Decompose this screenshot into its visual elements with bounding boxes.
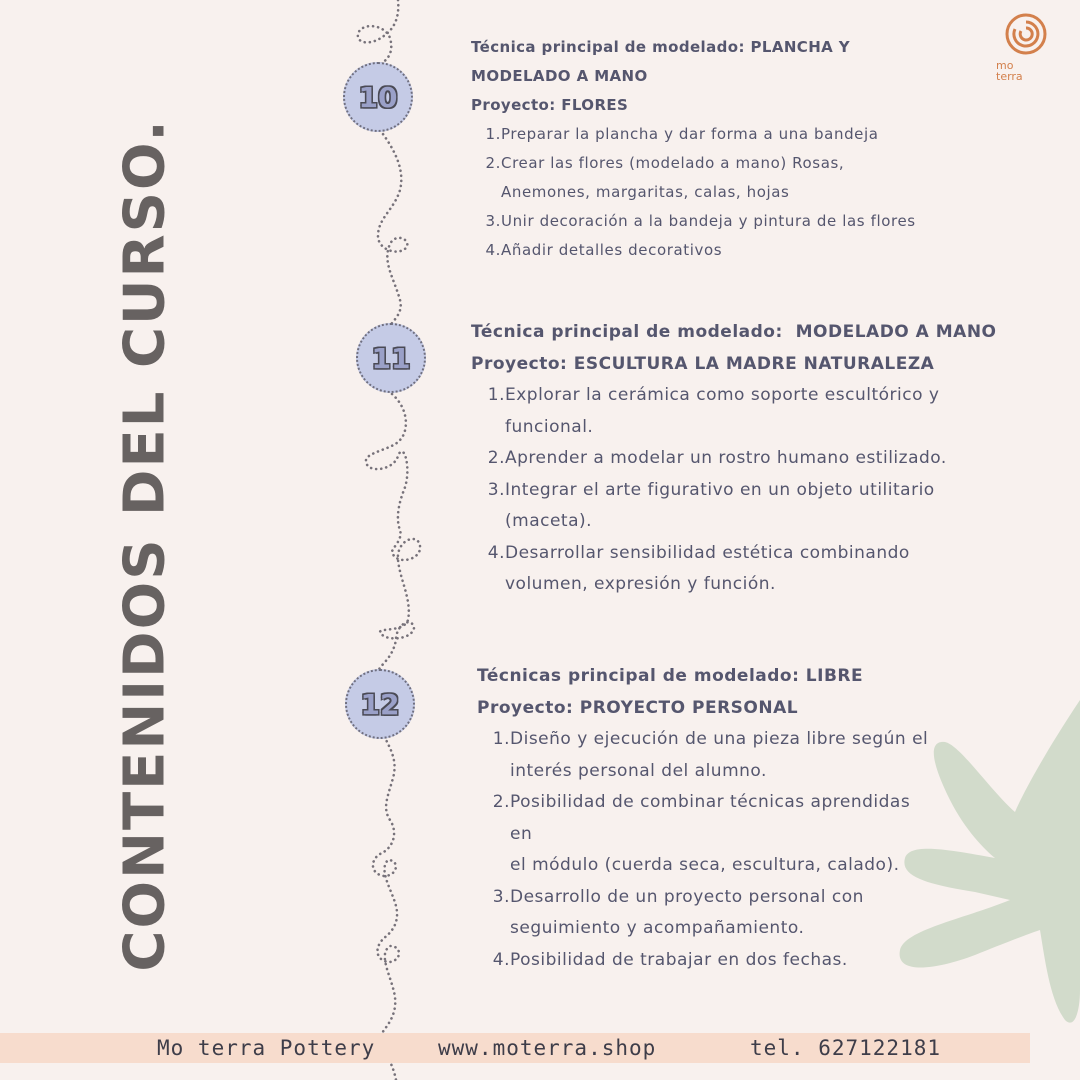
module-number-badge-10: 10	[343, 62, 413, 132]
page-title: CONTENIDOS DEL CURSO.	[112, 118, 178, 972]
spiral-logo-icon	[1004, 12, 1048, 56]
item-text: funcional.	[505, 416, 594, 437]
item-number: 4.	[492, 949, 510, 970]
module-technique-line: Técnica principal de modelado: PLANCHA Y	[471, 38, 851, 56]
item-text: (maceta).	[505, 511, 593, 531]
list-item	[471, 149, 941, 207]
item-text: Añadir detalles decorativos	[501, 241, 723, 259]
item-text: Desarrollar sensibilidad estética combinando	[505, 542, 910, 563]
item-text: Preparar la plancha y dar forma a una bandeja	[501, 125, 879, 143]
list-item	[471, 443, 971, 475]
module-12-section	[477, 661, 937, 976]
item-number: 2.	[487, 448, 505, 468]
list-item	[471, 380, 971, 443]
item-text: Anemones, margaritas, calas, hojas	[501, 183, 790, 201]
module-project-line: Proyecto: PROYECTO PERSONAL	[477, 697, 799, 718]
logo-line-2: terra	[996, 70, 1023, 83]
item-text: Integrar el arte figurativo en un objeto utilitario	[505, 479, 935, 500]
logo-wordmark	[996, 60, 1023, 82]
item-number: 3.	[487, 479, 505, 500]
list-item	[471, 236, 941, 265]
item-number: 3.	[485, 212, 501, 230]
module-objectives-list	[471, 380, 971, 601]
item-text: Unir decoración a la bandeja y pintura de las flores	[501, 212, 916, 230]
footer-brand: Mo terra Pottery	[157, 1036, 376, 1060]
footer-website-link[interactable]: www.moterra.shop	[438, 1036, 657, 1060]
module-objectives-list	[477, 724, 937, 976]
item-number: 2.	[492, 792, 510, 812]
list-item	[477, 882, 937, 945]
item-number: 1.	[487, 385, 505, 405]
item-text: Crear las flores (modelado a mano) Rosas,	[501, 154, 845, 172]
list-item	[477, 945, 937, 977]
item-text: seguimiento y acompañamiento.	[510, 918, 805, 938]
module-project-line: Proyecto: ESCULTURA LA MADRE NATURALEZA	[471, 354, 935, 374]
item-text: volumen, expresión y función.	[505, 574, 776, 594]
item-text: el módulo (cuerda seca, escultura, calado).	[510, 855, 900, 875]
module-11-section	[471, 316, 997, 601]
module-project-line: Proyecto: FLORES	[471, 96, 629, 114]
item-number: 1.	[485, 125, 501, 143]
item-text: Diseño y ejecución de una pieza libre según el	[510, 729, 929, 749]
item-text: Posibilidad de combinar técnicas aprendidas en	[510, 792, 911, 844]
item-number: 1.	[492, 729, 510, 749]
module-10-section	[471, 33, 941, 265]
module-technique-line: MODELADO A MANO	[471, 67, 648, 85]
item-number: 4.	[487, 542, 505, 563]
module-objectives-list	[471, 120, 941, 265]
list-item	[477, 787, 937, 882]
module-technique-line: Técnica principal de modelado: MODELADO A MANO	[471, 322, 997, 342]
item-text: interés personal del alumno.	[510, 760, 767, 781]
item-text: Desarrollo de un proyecto personal con	[510, 886, 864, 907]
item-text: Explorar la cerámica como soporte escultórico y	[505, 385, 940, 405]
list-item	[471, 538, 971, 601]
list-item	[471, 120, 941, 149]
moterra-logo	[996, 12, 1056, 92]
list-item	[477, 724, 937, 787]
footer-band	[0, 1033, 1030, 1063]
list-item	[471, 207, 941, 236]
logo-line-1: mo	[996, 59, 1014, 72]
module-number-badge-11: 11	[356, 323, 426, 393]
item-number: 4.	[485, 241, 501, 259]
item-text: Posibilidad de trabajar en dos fechas.	[510, 949, 848, 970]
item-number: 2.	[485, 154, 501, 172]
footer-phone[interactable]: tel. 627122181	[750, 1036, 942, 1060]
item-text: Aprender a modelar un rostro humano estilizado.	[505, 448, 947, 468]
module-number-badge-12: 12	[345, 669, 415, 739]
item-number: 3.	[492, 886, 510, 907]
module-technique-line: Técnicas principal de modelado: LIBRE	[477, 666, 864, 686]
list-item	[471, 475, 971, 538]
